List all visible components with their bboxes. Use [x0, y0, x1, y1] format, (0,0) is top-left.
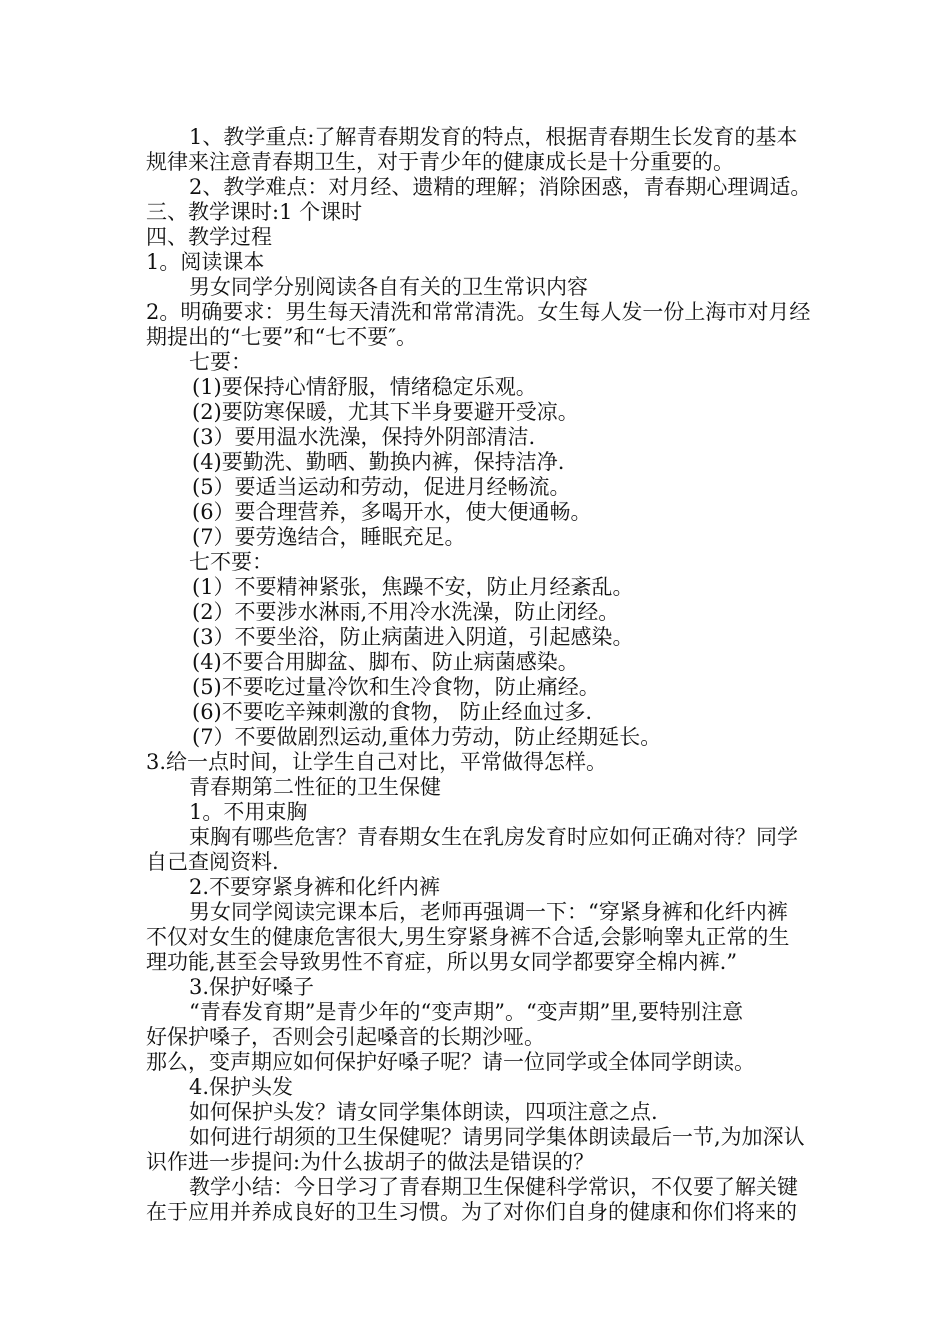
list-heading: 七要： [189, 350, 252, 374]
text-line: 期提出的“七要”和“七不要″。 [146, 325, 418, 349]
subsection-heading: 2.不要穿紧身裤和化纤内裤 [189, 875, 441, 899]
text-line: 自己查阅资料. [146, 850, 279, 874]
text-line: 1。阅读课本 [146, 250, 265, 274]
list-heading: 七不要： [189, 550, 273, 574]
list-item: (2)要防寒保暖，尤其下半身要避开受凉。 [192, 400, 579, 424]
text-line: 好保护嗓子，否则会引起嗓音的长期沙哑。 [146, 1025, 545, 1049]
list-item: (3）要用温水洗澡，保持外阴部清洁. [192, 425, 536, 449]
text-line: 1、教学重点:了解青春期发育的特点，根据青春期生长发育的基本 [189, 125, 798, 149]
list-item: (2）不要涉水淋雨,不用冷水洗澡，防止闭经。 [192, 600, 620, 624]
text-line: 规律来注意青春期卫生，对于青少年的健康成长是十分重要的。 [146, 150, 734, 174]
text-line: 理功能,甚至会导致男性不育症，所以男女同学都要穿全棉内裤.” [146, 950, 738, 974]
list-item: (7）要劳逸结合，睡眠充足。 [192, 525, 466, 549]
text-line: 3.给一点时间，让学生自己对比，平常做得怎样。 [146, 750, 608, 774]
list-item: (6）要合理营养，多喝开水，使大便通畅。 [192, 500, 592, 524]
list-item: (5）要适当运动和劳动，促进月经畅流。 [192, 475, 571, 499]
list-item: (1)要保持心情舒服，情绪稳定乐观。 [192, 375, 537, 399]
list-item: (4)要勤洗、勤晒、勤换内裤，保持洁净. [192, 450, 565, 474]
text-line: 如何保护头发？请女同学集体朗读，四项注意之点. [189, 1100, 658, 1124]
text-line: “青春发育期”是青少年的“变声期”。“变声期”里,要特别注意 [189, 1000, 744, 1024]
text-line: 不仅对女生的健康危害很大,男生穿紧身裤不合适,会影响睾丸正常的生 [146, 925, 790, 949]
list-item: (6)不要吃辛辣刺激的食物， 防止经血过多. [192, 700, 593, 724]
text-line: 2。明确要求：男生每天清洗和常常清洗。女生每人发一份上海市对月经 [146, 300, 811, 324]
text-line: 在于应用并养成良好的卫生习惯。为了对你们自身的健康和你们将来的 [146, 1200, 797, 1224]
section-heading: 四、教学过程 [146, 225, 272, 249]
text-line: 男女同学分别阅读各自有关的卫生常识内容 [189, 275, 588, 299]
text-line: 那么，变声期应如何保护好嗓子呢？请一位同学或全体同学朗读。 [146, 1050, 755, 1074]
subsection-heading: 3.保护好嗓子 [189, 975, 315, 999]
text-line: 束胸有哪些危害？青春期女生在乳房发育时应如何正确对待？同学 [189, 825, 798, 849]
list-item: (1）不要精神紧张，焦躁不安，防止月经紊乱。 [192, 575, 634, 599]
subsection-heading: 4.保护头发 [189, 1075, 294, 1099]
subsection-heading: 青春期第二性征的卫生保健 [189, 775, 441, 799]
text-line: 男女同学阅读完课本后，老师再强调一下：“穿紧身裤和化纤内裤 [189, 900, 788, 924]
text-line: 2、教学难点：对月经、遗精的理解；消除困惑，青春期心理调适。 [189, 175, 812, 199]
text-line: 识作进一步提问:为什么拔胡子的做法是错误的？ [146, 1150, 595, 1174]
list-item: (3）不要坐浴，防止病菌进入阴道，引起感染。 [192, 625, 634, 649]
list-item: (5)不要吃过量冷饮和生冷食物，防止痛经。 [192, 675, 600, 699]
subsection-heading: 1。不用束胸 [189, 800, 308, 824]
text-line: 如何进行胡须的卫生保健呢？请男同学集体朗读最后一节,为加深认 [189, 1125, 805, 1149]
text-line: 教学小结：今日学习了青春期卫生保健科学常识，不仅要了解关键 [189, 1175, 798, 1199]
list-item: (4)不要合用脚盆、脚布、防止病菌感染。 [192, 650, 579, 674]
section-heading: 三、教学课时:1 个课时 [146, 200, 363, 224]
list-item: (7）不要做剧烈运动,重体力劳动，防止经期延长。 [192, 725, 662, 749]
